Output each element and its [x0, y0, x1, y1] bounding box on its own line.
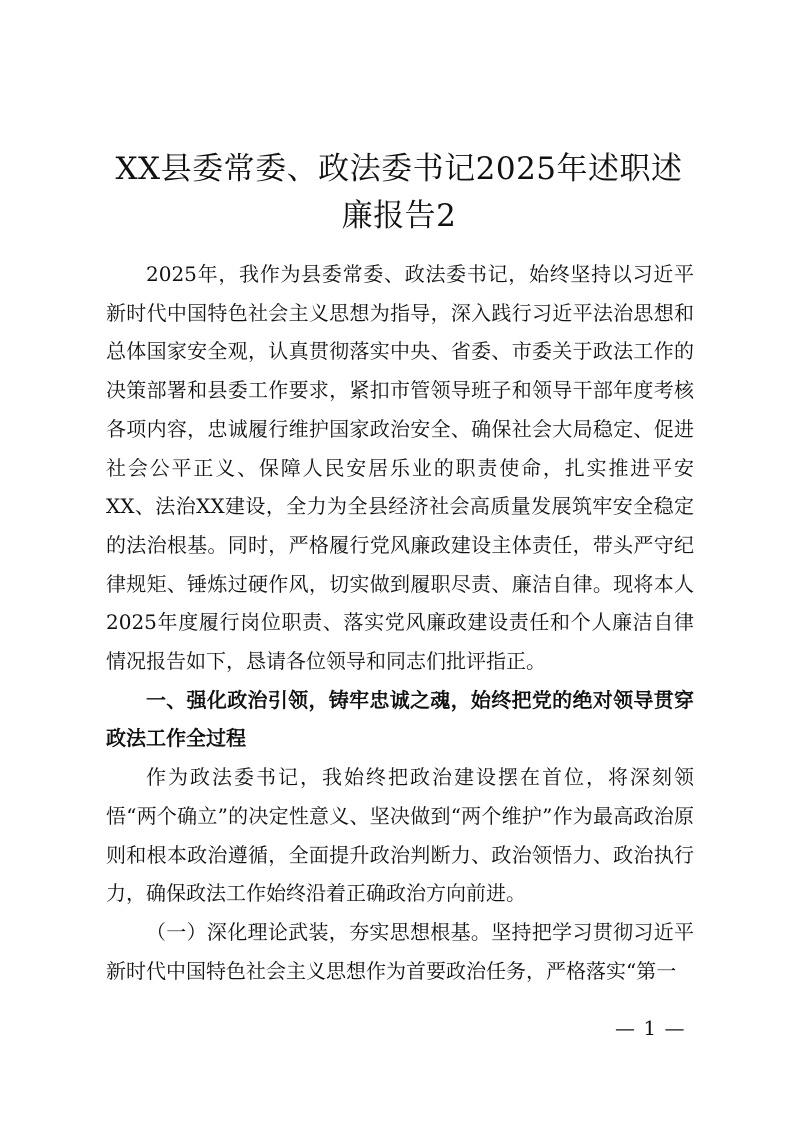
subsection-1-paragraph [106, 913, 694, 990]
section-1-paragraph: 作为政法委书记，我始终把政治建设摆在首位，将深刻领悟“两个确立”的决定性意义、坚决做到“两个维护”作为最高政治原则和根本政治遵循，全面提升政治判断力、政治领悟力、政治执行力，确保政法工作始终沿着正确政治方向前进。 [106, 765, 694, 906]
intro-paragraph: 2025年，我作为县委常委、政法委书记，始终坚持以习近平新时代中国特色社会主义思想为指导，深入践行习近平法治思想和总体国家安全观，认真贯彻落实中央、省委、市委关于政法工作的决策部署和县委工作要求，紧扣市管领导班子和领导干部年度考核各项内容，忠诚履行维护国家政治安全、确保社会大局稳定、促进社会公平正义、保障人民安居乐业的职责使命，扎实推进平安XX、法治XX建设，全力为全县经济社会高质量发展筑牢安全稳定的法治根基。同时，严格履行党风廉政建设主体责任，带头严守纪律规矩、锤炼过硬作风，切实做到履职尽责、廉洁自律。现将本人2025年度履行岗位职责、落实党风廉政建设责任和个人廉洁自律情况报告如下，恳请各位领导和同志们批评指正。 [106, 262, 694, 674]
subsection-1-lead: （一）深化理论武装，夯实思想根基。 [146, 919, 492, 944]
section-1-heading: 一、强化政治引领，铸牢忠诚之魂，始终把党的绝对领导贯穿政法工作全过程 [106, 687, 694, 751]
document-title: XX县委常委、政法委书记2025年述职述廉报告2 [115, 151, 683, 234]
subsection-1-text: 坚持把学习贯彻习近平新时代中国特色社会主义思想作为首要政治任务，严格落实“第一 [106, 919, 695, 983]
document-body [106, 255, 694, 990]
page-number: — 1 — [615, 1016, 686, 1040]
